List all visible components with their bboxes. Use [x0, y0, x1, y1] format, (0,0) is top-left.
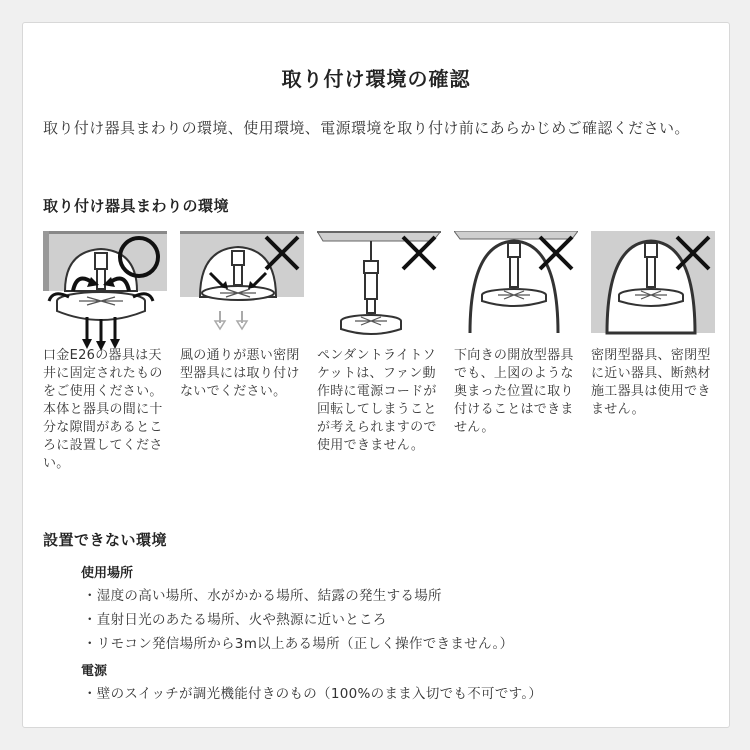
illustration-ng-pendant-socket — [317, 231, 441, 357]
section-heading-prohibited-environment: 設置できない環境 — [43, 531, 168, 549]
illustration-ng-insulated-fixture — [591, 231, 715, 357]
list-item: ・直射日光のあたる場所、火や熱源に近いところ — [83, 612, 387, 628]
illustration-ok-fixture — [43, 231, 167, 357]
caption-ng-pendant-socket: ペンダントライトソケットは、ファン動作時に電源コードが回転してしまうことが考えられますので使用できません。 — [317, 348, 437, 453]
list-item: ・リモコン発信場所から3m以上ある場所（正しく操作できません。） — [83, 636, 514, 652]
caption-ng-closed-fixture: 風の通りが悪い密閉型器具には取り付けないでください。 — [180, 348, 300, 399]
usage-location-heading: 使用場所 — [81, 566, 134, 581]
page-title: 取り付け環境の確認 — [281, 67, 471, 91]
list-item: ・壁のスイッチが調光機能付きのもの（100%のまま入切でも不可です。） — [83, 686, 543, 702]
content-card — [22, 22, 730, 728]
power-heading: 電源 — [81, 664, 108, 679]
illustration-ng-closed-fixture — [180, 231, 304, 357]
section-heading-fixture-environment: 取り付け器具まわりの環境 — [43, 197, 230, 215]
caption-ng-recessed-open: 下向きの開放型器具でも、上図のような奥まった位置に取り付けることはできません。 — [454, 348, 574, 435]
list-item: ・湿度の高い場所、水がかかる場所、結露の発生する場所 — [83, 588, 442, 604]
caption-ng-insulated-fixture: 密閉型器具、密閉型に近い器具、断熱材施工器具は使用できません。 — [591, 348, 711, 417]
caption-ok-fixture: 口金E26の器具は天井に固定されたものをご使用ください。 本体と器具の間に十分な隙間があるところに設置してください。 — [43, 348, 163, 471]
intro-text: 取り付け器具まわりの環境、使用環境、電源環境を取り付け前にあらかじめご確認ください。 — [43, 119, 690, 137]
illustration-ng-recessed-open — [454, 231, 578, 357]
